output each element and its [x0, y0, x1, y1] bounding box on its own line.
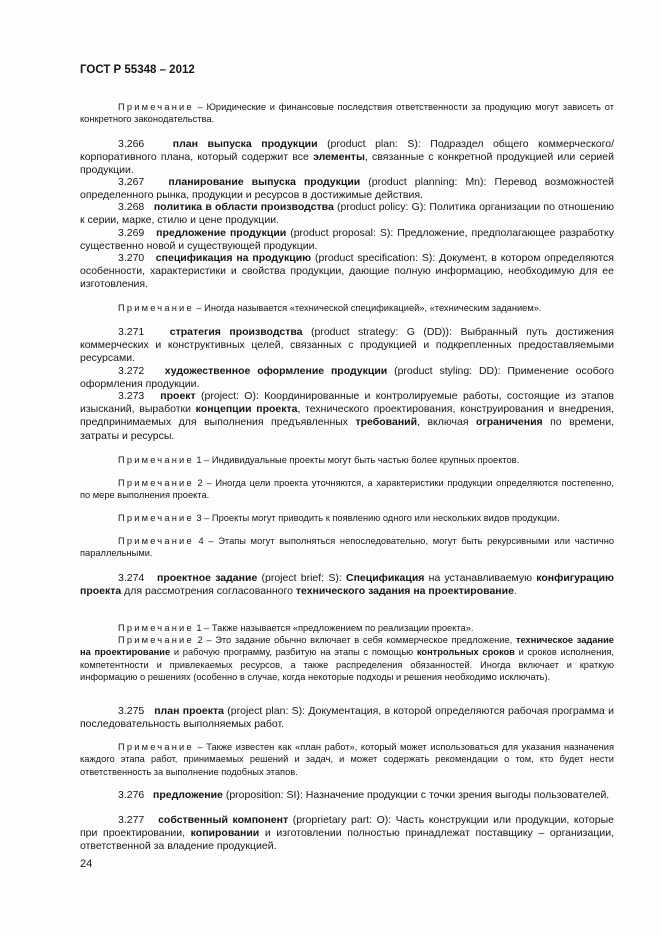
note-brief-2: [80, 634, 614, 683]
term-title: предложение: [153, 789, 223, 801]
note-brief-1: [80, 622, 614, 634]
term-entry-3-266: [80, 138, 614, 178]
note-label: Примечание: [118, 635, 194, 645]
note-text: 1 – Также называется «предложением по реализации проекта».: [193, 623, 474, 633]
term-definition: по времени, затраты и ресурсы.: [80, 416, 614, 442]
term-definition: (proprietary part: O): Часть конструкции или продукции, которые при проектировании,: [80, 814, 614, 840]
term-title: проектное задание: [156, 572, 258, 584]
term-definition: (product strategy: G (DD)): Выбранный путь достижения коммерческих и конструктивных целей, связанных с продукцией и подкрепленных предоставляемыми ресурсами.: [80, 326, 614, 365]
term-number: 3.277: [118, 814, 145, 826]
term-definition: (project: O): Координированные и контролируемые работы, состоящие из этапов изысканий, выработки: [80, 390, 614, 416]
term-title: политика в области производства: [153, 201, 334, 213]
document-header: ГОСТ Р 55348 – 2012: [80, 64, 195, 76]
note-text: 1 – Индивидуальные проекты могут быть частью более крупных проектов.: [193, 455, 520, 465]
note-text: и рабочую программу, разбитую на этапы с помощью: [170, 647, 417, 658]
term-entry-3-276: [80, 789, 614, 802]
term-definition: (product planning: Mn): Перевод возможностей определенного рынка, продукции и ресурсов в достижимые действия.: [80, 176, 614, 202]
term-title: стратегия производства: [169, 326, 303, 338]
note-text: 3 – Проекты могут приводить к появлению одного или нескольких видов продукции.: [193, 513, 560, 523]
term-number: 3.271: [118, 326, 145, 338]
term-definition: (product specification: S): Документ, в котором определяются особенности, характеристики и свойства продукции, дающие полную информацию, необходимую для ее изготовления.: [80, 252, 614, 291]
term-number: 3.269: [118, 227, 145, 239]
term-crossref: элементы: [313, 151, 365, 164]
term-title: собственный компонент: [158, 814, 289, 826]
term-definition: (product proposal: S): Предложение, предполагающее разработку существенно новой и существующей продукции.: [80, 227, 614, 253]
term-number: 3.276: [118, 789, 145, 801]
term-title: художественное оформление продукции: [164, 365, 388, 377]
term-title: план проекта: [154, 705, 224, 717]
term-number: 3.268: [118, 201, 145, 213]
note-label: Примечание: [118, 513, 194, 523]
note-text: 2 – Иногда цели проекта уточняются, а характеристики продукции определяются постепенно, по мере выполнения проекта.: [80, 478, 614, 501]
term-definition: , включая: [417, 416, 476, 429]
term-definition: (product policy: G): Политика организации по отношению к серии, марке, стилю и цене продукции.: [80, 201, 614, 227]
term-title: предложение продукции: [156, 227, 287, 239]
term-number: 3.267: [118, 176, 145, 188]
note-text: и сроков исполнения, компетентности и привлекаемых ресурсов, а также распределения обязанностей. Иногда включает и краткую информацию о решениях (особенно в случае, когда некоторые подходы и решения необходимо исключать).: [80, 647, 615, 682]
note-project-plan: [80, 741, 614, 778]
term-definition: на устанавливаемую: [424, 572, 537, 584]
term-entry-3-272: [80, 365, 614, 391]
term-crossref: копировании: [190, 827, 260, 840]
note-text: 4 – Этапы могут выполняться непоследовательно, могут быть рекурсивными или частично параллельными.: [80, 536, 614, 559]
term-title: планирование выпуска продукции: [168, 176, 361, 188]
term-entry-3-274: [80, 572, 614, 598]
note-project-3: [80, 512, 614, 524]
note-text: – Также известен как «план работ», который может использоваться для указания назначения каждого этапа работ, принимаемых решений и задач, и может содержать рекомендации о том, кто будет нести ответственность за выполнение подобных этапов.: [80, 742, 614, 777]
term-crossref: Спецификация: [345, 572, 425, 584]
term-definition: , технического проектирования, конструирования и внедрения, предпринимаемых для выполнения предъявленных: [80, 403, 614, 429]
term-crossref: ограничения: [475, 416, 543, 429]
term-definition: для рассмотрения согласованного: [121, 585, 296, 598]
term-entry-3-268: [80, 201, 614, 227]
term-number: 3.275: [118, 705, 145, 717]
term-title: план выпуска продукции: [172, 138, 318, 150]
term-definition: (project brief: S):: [257, 572, 346, 584]
term-number: 3.274: [118, 572, 145, 584]
note-label: Примечание: [118, 742, 194, 752]
term-number: 3.266: [118, 138, 145, 150]
term-entry-3-269: [80, 227, 614, 253]
term-crossref: требований: [355, 416, 418, 429]
term-crossref: контрольных сроков: [416, 647, 515, 658]
term-title: спецификация на продукцию: [155, 252, 312, 264]
note-text: – Юридические и финансовые последствия ответственности за продукцию могут зависеть от конкретного законодательства.: [80, 102, 614, 125]
page-number: 24: [80, 858, 93, 870]
note-text: 2 – Это задание обычно включает в себя коммерческое предложение,: [193, 635, 516, 645]
term-definition: (product styling: DD): Применение особого оформления продукции.: [80, 365, 614, 391]
term-number: 3.270: [118, 252, 145, 264]
term-entry-3-275: [80, 705, 614, 731]
note-project-1: [80, 454, 614, 466]
term-entry-3-277: [80, 814, 614, 854]
term-entry-3-270: [80, 252, 614, 292]
note-label: Примечание: [118, 478, 194, 488]
term-entry-3-271: [80, 326, 614, 366]
term-definition: (proposition: SI): Назначение продукции с точки зрения выгоды пользователей.: [222, 789, 610, 801]
term-entry-3-273: [80, 390, 614, 443]
term-crossref: технического задания на проектирование: [295, 585, 514, 598]
term-number: 3.272: [118, 365, 145, 377]
term-definition: , связанные с конкретной продукцией или серией продукции.: [80, 151, 614, 177]
note-project-2: [80, 477, 614, 502]
term-definition: (product plan: S): Подраздел общего коммерческого/корпоративного плана, который содержит все: [80, 138, 615, 164]
term-crossref: техническое задание на проектирование: [80, 635, 614, 658]
note-tech-spec: [80, 302, 614, 314]
term-crossref: концепции проекта: [195, 403, 298, 416]
term-title: проект: [160, 390, 196, 402]
term-entry-3-267: [80, 176, 614, 202]
note-text: – Иногда называется «технической спецификацией», «техническим заданием».: [193, 303, 542, 313]
note-label: Примечание: [118, 303, 194, 313]
term-number: 3.273: [118, 390, 145, 402]
term-definition: (project plan: S): Документация, в которой определяются рабочая программа и последовательность выполняемых работ.: [80, 705, 614, 731]
term-definition: и изготовлении полностью принадлежат поставщику – организации, ответственной за владение продукцией.: [80, 827, 614, 853]
note-project-4: [80, 535, 614, 560]
note-label: Примечание: [118, 102, 194, 112]
note-liability: [80, 101, 614, 126]
note-label: Примечание: [118, 455, 194, 465]
term-crossref: конфигурацию проекта: [80, 572, 614, 598]
term-definition: .: [513, 585, 517, 598]
note-label: Примечание: [118, 536, 194, 546]
note-label: Примечание: [118, 623, 194, 633]
